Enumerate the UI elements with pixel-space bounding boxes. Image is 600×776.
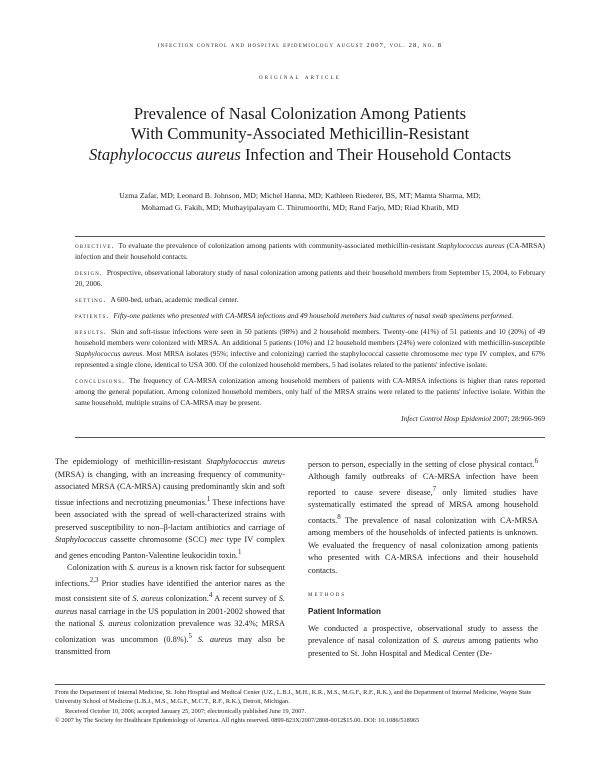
running-head: infection control and hospital epidemiology august 2007, vol. 28, no. 8 bbox=[157, 42, 443, 49]
abstract-setting bbox=[75, 294, 545, 305]
results-text-2: . Most MRSA isolates (95%; infective and colonizing) carried the staphylococcal cassette chromosome bbox=[142, 349, 451, 358]
intro-paragraph-2-continued: person to person, especially in the setting of close physical contact.$^6$ Although family outbreaks of CA-MRSA infection have been reported to cause severe disease,$^7$ only limited studies have systematically estimated the spread of MRSA among household contacts.$^8$ The prevalence of nasal colonization with CA-MRSA among members of the households of infected patients is unknown. We evaluated the frequency of nasal colonization among patients who presented with CA-MRSA infections and their household contacts. bbox=[308, 458, 538, 576]
title-organism: Staphylococcus aureus bbox=[88, 144, 241, 164]
abstract-top-rule bbox=[75, 236, 545, 237]
objective-text: To evaluate the prevalence of colonization among patients with community-associated methicillin-resistant bbox=[118, 241, 438, 250]
results-text: Skin and soft-tissue infections were seen in 50 patients (98%) and 2 household members. Twenty-one (41%) of 51 patients and 10 (20%) of 49 household members were colonized with MRSA. An additional 5 patients (10%) and 12 household members (24%) were colonized with methicillin-susceptible bbox=[75, 326, 545, 347]
patients-text: Fifty-one patients who presented with CA-MRSA infections and 49 household members had cultures of nasal swab specimens performed. bbox=[113, 310, 514, 320]
title-tail: Infection and Their Household Contacts bbox=[240, 144, 512, 164]
abstract-design bbox=[75, 267, 545, 289]
intro-paragraph-1: The epidemiology of methicillin-resistant Staphylococcus aureus (MRSA) is changing, with an increasing frequency of community-associated MRSA (CA-MRSA) causing predominantly skin and soft tissue infections and necrotizing pneumonias.$^1$ These infections have been associated with the spread of well-characterized strains with preserved susceptibility to non–β-lactam antibiotics and carriage of Staphylococcus cassette chromosome (SCC) mec type IV complex and genes encoding Panton-Valentine leukocidin toxin.$^1$ bbox=[55, 457, 285, 560]
methods-paragraph-1: We conducted a prospective, observational study to assess the prevalence of nasal colonization of S. aureus among patients who presented to St. John Hospital and Medical Center (De- bbox=[308, 623, 538, 659]
abstract-patients bbox=[75, 310, 545, 321]
footnote-copyright: © 2007 by The Society for Healthcare Epidemiology of America. All rights reserved. 0899-823X/2007/2808-0012$15.00. DOI: 10.1086/518965 bbox=[55, 717, 420, 725]
intro-paragraph-2: Colonization with S. aureus is a known risk factor for subsequent infections.$^{2,3}$ Prior studies have identified the anterior nares as the most consistent site of S. aureus colonization.$^4$ A recent survey of S. aureus nasal carriage in the US population in 2001-2002 showed that the national S. aureus colonization prevalence was 32.4%; MRSA colonization was uncommon (0.8%).$^5$ S. aureus may also be transmitted from bbox=[55, 563, 286, 657]
setting-text: A 600-bed, urban, academic medical center. bbox=[110, 295, 239, 304]
results-organism: Staphylococcus aureus bbox=[75, 349, 143, 358]
author-line-1: Uzma Zafar, MD; Leonard B. Johnson, MD; Michel Hanna, MD; Kathleen Riederer, BS, MT; Mamta Sharma, MD; bbox=[119, 191, 481, 200]
author-line-2: Mohamad G. Fakih, MD; Muthayipalayam C. Thirumoorthi, MD; Rand Farjo, MD; Riad Khatib, MD bbox=[141, 203, 459, 212]
abstract-results bbox=[75, 326, 545, 371]
methods-heading: methods bbox=[308, 589, 347, 598]
patients-label: patients. bbox=[75, 310, 110, 320]
abstract-objective bbox=[75, 240, 545, 262]
patient-information-heading: Patient Information bbox=[308, 607, 381, 617]
article-type-label: original article bbox=[258, 72, 342, 81]
abstract bbox=[75, 240, 545, 424]
results-text-3: type IV complex, and 67% represented a single clone, identical to USA 300. Of the colonized household members, 5 had isolates related to the patients' infective isolate. bbox=[75, 349, 545, 370]
citation-volume: 2007; 28:966-969 bbox=[491, 414, 545, 424]
body-column-left bbox=[55, 456, 285, 659]
abstract-conclusions bbox=[75, 375, 545, 409]
footnote-affiliation: From the Department of Internal Medicine, St. John Hospital and Medical Center (UZ., L.B.J., M.H., K.R., M.S., M.G.F., R.F., R.K.), and the Department of Internal Medicine, Wayne State University School of Medicine (L.B.J., M.S., M.G.F., M.C.T., R.F., R.K.), Detroit, Michigan. bbox=[55, 689, 532, 706]
design-text: Prospective, observational laboratory study of nasal colonization among patients and their household members from September 15, 2004, to February 20, 2006. bbox=[75, 268, 545, 289]
title-line-3 bbox=[40, 145, 560, 165]
conclusions-text: The frequency of CA-MRSA colonization among household members of patients with CA-MRSA infections is higher than rates reported among the general population. Among colonized household members, only half of the MRSA strains were related to the patients' infective isolate. Within the same household, multiple strains of CA-MRSA may be present. bbox=[75, 376, 545, 408]
title-line-1: Prevalence of Nasal Colonization Among Patients bbox=[133, 104, 467, 123]
footnote-received: Received October 10, 2006; accepted January 25, 2007; electronically published June 19, 2007. bbox=[65, 707, 306, 715]
setting-label: setting. bbox=[75, 295, 107, 304]
conclusions-label: conclusions. bbox=[75, 376, 126, 385]
article-title bbox=[40, 104, 560, 165]
abstract-bottom-rule bbox=[75, 437, 545, 438]
objective-text-end: (CA-MRSA) infection and their household contacts. bbox=[75, 241, 545, 262]
objective-organism: Staphylococcus aureus bbox=[437, 241, 505, 250]
author-list bbox=[40, 190, 560, 214]
results-label: results. bbox=[75, 326, 107, 336]
footnote-rule bbox=[55, 684, 545, 685]
citation-line bbox=[75, 413, 545, 424]
objective-label: objective. bbox=[75, 241, 115, 250]
results-gene: mec bbox=[450, 349, 463, 358]
footnote bbox=[55, 688, 545, 726]
title-line-2: With Community-Associated Methicillin-Resistant bbox=[130, 124, 470, 144]
citation-journal: Infect Control Hosp Epidemiol bbox=[401, 414, 492, 424]
body-column-right bbox=[308, 456, 538, 661]
design-label: design. bbox=[75, 268, 103, 277]
